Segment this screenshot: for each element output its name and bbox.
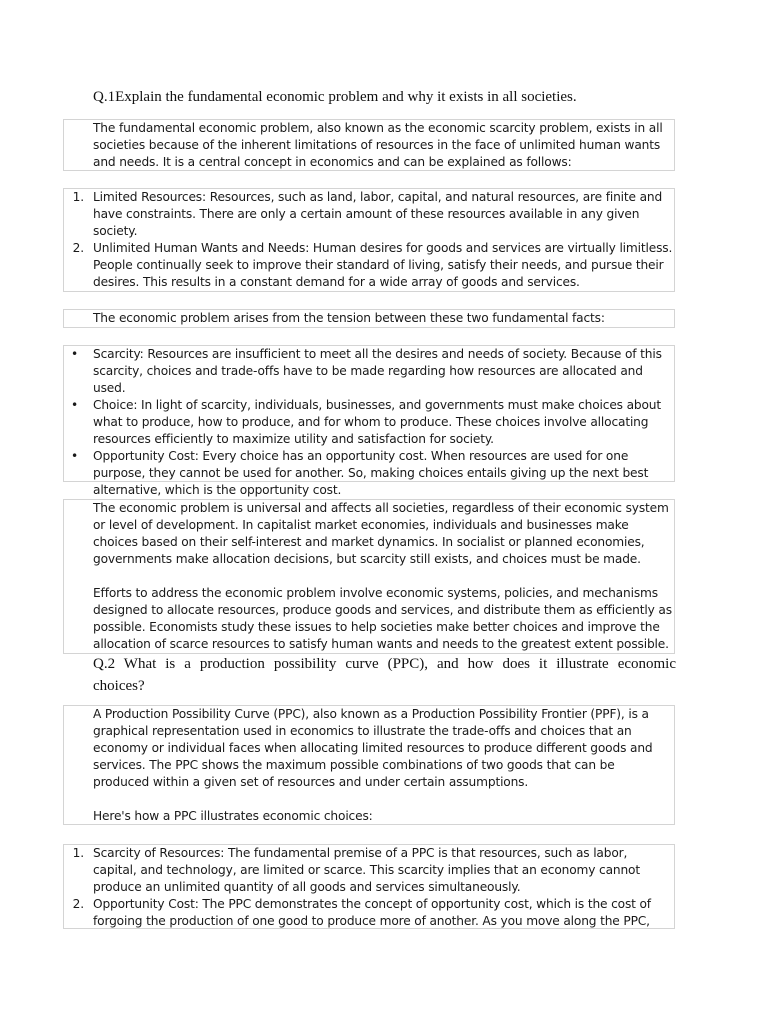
list-item (64, 397, 674, 448)
list-item-text: Opportunity Cost: Every choice has an opportunity cost. When resources are used for one purpose, they cannot be used for another. So, making choices entails giving up the next best alternative, which is the opportunity cost. (93, 449, 649, 497)
q2-lead-text: Here's how a PPC illustrates economic choices: (93, 809, 373, 823)
list-number: 1. (72, 190, 84, 204)
list-item-text: Opportunity Cost: The PPC demonstrates the concept of opportunity cost, which is the cost of forgoing the production of one good to produce more of another. As you move along the PPC, (93, 897, 651, 928)
question-1-heading: Q.1Explain the fundamental economic problem and why it exists in all societies. (93, 89, 577, 105)
bullet-icon: • (71, 347, 79, 361)
q1-universal-text: The economic problem is universal and affects all societies, regardless of their economic system or level of development. In capitalist market economies, individuals and businesses make choices based on their self-interest and market dynamics. In socialist or planned economies, governments make allocation decisions, but scarcity still exists, and choices must be made. (93, 501, 669, 566)
q1-tension-text: The economic problem arises from the tension between these two fundamental facts: (93, 311, 605, 325)
q2-intro-text: A Production Possibility Curve (PPC), also known as a Production Possibility Frontier (PPF), is a graphical representation used in economics to illustrate the trade-offs and choices that an economy or individual faces when allocating limited resources to produce different goods and services. The PPC shows the maximum possible combinations of two goods that can be produced within a given set of resources and under certain assumptions. (93, 707, 653, 789)
q2-numbered-list-box (63, 844, 675, 929)
list-item (64, 189, 674, 240)
q1-numbered-list-box (63, 188, 675, 292)
list-item (64, 346, 674, 397)
list-item-text: Unlimited Human Wants and Needs: Human desires for goods and services are virtually limitless. People continually seek to improve their standard of living, satisfy their needs, and pursue their desires. This results in a constant demand for a wide array of goods and services. (93, 241, 673, 289)
bullet-icon: • (71, 398, 79, 412)
list-number: 1. (72, 846, 84, 860)
list-item-text: Scarcity: Resources are insufficient to meet all the desires and needs of society. Because of this scarcity, choices and trade-offs have to be made regarding how resources are allocated and used. (93, 347, 662, 395)
q1-numbered-list (64, 189, 674, 291)
list-item (64, 845, 674, 896)
q2-intro-box (63, 705, 675, 825)
question-2-heading-line1: Q.2 What is a production possibility curve (PPC), and how does it illustrate economic (93, 656, 676, 672)
q1-intro-box (63, 119, 675, 171)
list-item-text: Scarcity of Resources: The fundamental premise of a PPC is that resources, such as labor, capital, and technology, are limited or scarce. This scarcity implies that an economy cannot produce an unlimited quantity of all goods and services simultaneously. (93, 846, 640, 894)
q1-bullet-list-box (63, 345, 675, 497)
q1-conclusion-box (63, 499, 675, 654)
q1-bullet-list (64, 346, 674, 499)
q2-numbered-list (64, 845, 674, 929)
list-item (64, 896, 674, 929)
list-item-text: Limited Resources: Resources, such as land, labor, capital, and natural resources, are finite and have constraints. There are only a certain amount of these resources available in any given society. (93, 190, 663, 238)
bullet-icon: • (71, 449, 79, 463)
list-item (64, 240, 674, 291)
list-item-text: Choice: In light of scarcity, individuals, businesses, and governments must make choices about what to produce, how to produce, and for whom to produce. These choices involve allocating resources efficiently to maximize utility and satisfaction for society. (93, 398, 662, 446)
q1-intro-text: The fundamental economic problem, also known as the economic scarcity problem, exists in all societies because of the inherent limitations of resources in the face of unlimited human wants and needs. It is a central concept in economics and can be explained as follows: (93, 121, 663, 169)
q1-efforts-text: Efforts to address the economic problem involve economic systems, policies, and mechanisms designed to allocate resources, produce goods and services, and distribute them as efficiently as possible. Economists study these issues to help societies make better choices and improve the allocation of scarce resources to satisfy human wants and needs to the greatest extent possible. (93, 586, 672, 651)
question-2-heading-line2: choices? (93, 678, 145, 694)
q1-tension-box (63, 309, 675, 328)
list-number: 2. (72, 897, 84, 911)
list-item (64, 448, 674, 499)
list-number: 2. (72, 241, 84, 255)
